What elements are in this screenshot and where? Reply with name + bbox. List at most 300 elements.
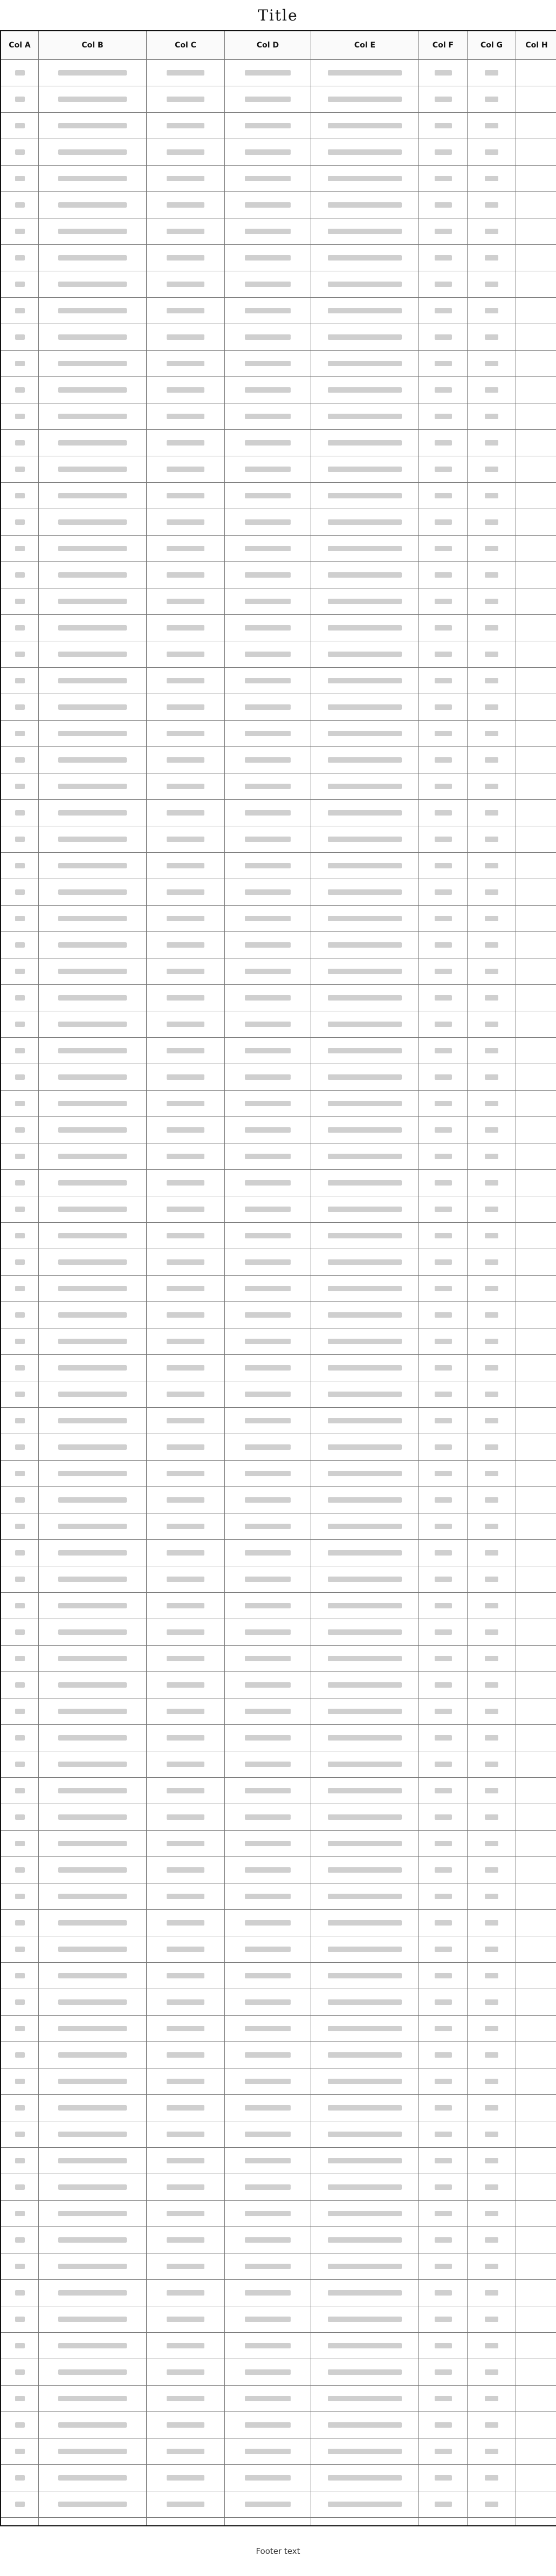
table-cell	[311, 351, 419, 376]
table-cell	[516, 483, 556, 509]
table-cell	[39, 1751, 147, 1777]
table-cell	[516, 1989, 556, 2015]
table-cell	[419, 1857, 468, 1883]
text-placeholder	[485, 837, 498, 842]
text-placeholder	[167, 255, 204, 261]
table-cell	[468, 958, 516, 984]
table-cell	[311, 2121, 419, 2147]
text-placeholder	[245, 1788, 291, 1793]
text-placeholder	[328, 1392, 402, 1397]
table-cell	[311, 2306, 419, 2332]
table-row	[1, 1646, 556, 1672]
table-cell	[1, 1619, 39, 1645]
text-placeholder	[485, 2237, 498, 2243]
text-placeholder	[58, 652, 127, 657]
text-placeholder	[245, 334, 291, 340]
table-cell	[419, 1328, 468, 1354]
table-cell	[311, 192, 419, 218]
text-placeholder	[328, 1127, 402, 1133]
text-placeholder	[485, 1365, 498, 1371]
text-placeholder	[328, 1524, 402, 1529]
table-cell	[468, 1223, 516, 1249]
table-cell	[39, 2121, 147, 2147]
text-placeholder	[328, 625, 402, 631]
table-cell	[225, 1725, 311, 1751]
text-placeholder	[328, 1444, 402, 1450]
text-placeholder	[58, 1682, 127, 1688]
table-cell	[225, 166, 311, 191]
table-cell	[225, 113, 311, 139]
text-placeholder	[15, 1999, 25, 2005]
table-cell	[311, 1751, 419, 1777]
text-placeholder	[167, 282, 204, 287]
table-cell	[468, 2042, 516, 2068]
table-cell	[39, 1646, 147, 1671]
text-placeholder	[15, 1497, 25, 1503]
text-placeholder	[485, 2052, 498, 2058]
table-cell	[311, 2386, 419, 2411]
table-row	[1, 1408, 556, 1434]
table-cell	[468, 2280, 516, 2306]
table-cell	[468, 2095, 516, 2121]
table-cell	[468, 1751, 516, 1777]
table-row	[1, 694, 556, 721]
text-placeholder	[245, 2422, 291, 2428]
table-cell	[311, 1725, 419, 1751]
table-cell	[516, 456, 556, 482]
text-placeholder	[435, 1999, 452, 2005]
text-placeholder	[328, 2105, 402, 2111]
text-placeholder	[328, 2343, 402, 2348]
table-cell	[225, 2491, 311, 2517]
text-placeholder	[328, 599, 402, 604]
table-cell	[147, 218, 225, 244]
table-row	[1, 2386, 556, 2412]
table-cell	[147, 1963, 225, 1989]
text-placeholder	[435, 2264, 452, 2269]
table-cell	[1, 456, 39, 482]
table-cell	[516, 826, 556, 852]
table-cell	[311, 1249, 419, 1275]
table-cell	[419, 86, 468, 112]
text-placeholder	[167, 70, 204, 76]
table-cell	[516, 1831, 556, 1856]
table-cell	[39, 853, 147, 879]
table-cell	[147, 1117, 225, 1143]
table-cell	[419, 1513, 468, 1539]
table-cell	[468, 1487, 516, 1513]
table-cell	[1, 800, 39, 826]
text-placeholder	[435, 652, 452, 657]
table-cell	[516, 1434, 556, 1460]
text-placeholder	[245, 1762, 291, 1767]
text-placeholder	[167, 1920, 204, 1926]
text-placeholder	[245, 1207, 291, 1212]
table-cell	[311, 2042, 419, 2068]
table-cell	[225, 1540, 311, 1566]
text-placeholder	[435, 1577, 452, 1582]
table-cell	[516, 1725, 556, 1751]
table-cell	[1, 403, 39, 429]
text-placeholder	[167, 1709, 204, 1714]
table-cell	[468, 298, 516, 324]
table-cell	[468, 2201, 516, 2226]
table-cell	[225, 324, 311, 350]
text-placeholder	[58, 2475, 127, 2481]
text-placeholder	[15, 1947, 25, 1952]
table-cell	[39, 985, 147, 1011]
text-placeholder	[328, 2132, 402, 2137]
table-row	[1, 2174, 556, 2201]
table-cell	[147, 1751, 225, 1777]
table-cell	[419, 1619, 468, 1645]
table-cell	[225, 562, 311, 588]
text-placeholder	[328, 2211, 402, 2216]
table-cell	[516, 2465, 556, 2491]
table-cell	[468, 1091, 516, 1116]
table-cell	[39, 1936, 147, 1962]
text-placeholder	[245, 97, 291, 102]
table-cell	[147, 826, 225, 852]
table-cell	[419, 1355, 468, 1381]
text-placeholder	[15, 1444, 25, 1450]
text-placeholder	[435, 440, 452, 446]
table-row	[1, 377, 556, 403]
table-cell	[419, 1143, 468, 1169]
text-placeholder	[167, 1048, 204, 1053]
text-placeholder	[167, 1947, 204, 1952]
text-placeholder	[15, 282, 25, 287]
text-placeholder	[435, 1629, 452, 1635]
text-placeholder	[58, 1497, 127, 1503]
text-placeholder	[167, 1022, 204, 1027]
text-placeholder	[245, 2237, 291, 2243]
text-placeholder	[328, 757, 402, 763]
table-cell	[225, 1170, 311, 1196]
table-cell	[225, 958, 311, 984]
table-cell	[311, 2095, 419, 2121]
text-placeholder	[485, 546, 498, 551]
table-cell	[311, 1091, 419, 1116]
text-placeholder	[58, 202, 127, 208]
text-placeholder	[328, 2422, 402, 2428]
table-cell	[419, 2306, 468, 2332]
text-placeholder	[245, 837, 291, 842]
text-placeholder	[485, 2264, 498, 2269]
table-cell	[311, 1328, 419, 1354]
text-placeholder	[167, 2502, 204, 2507]
text-placeholder	[328, 2369, 402, 2375]
text-placeholder	[328, 414, 402, 419]
table-cell	[468, 2227, 516, 2253]
text-placeholder	[15, 916, 25, 921]
text-placeholder	[245, 2052, 291, 2058]
text-placeholder	[485, 1074, 498, 1080]
table-cell	[311, 113, 419, 139]
table-cell	[225, 298, 311, 324]
table-cell	[225, 2042, 311, 2068]
text-placeholder	[435, 1418, 452, 1423]
table-cell	[516, 2280, 556, 2306]
table-cell	[225, 2438, 311, 2464]
text-placeholder	[167, 1603, 204, 1608]
text-placeholder	[328, 916, 402, 921]
text-placeholder	[58, 625, 127, 631]
table-cell	[39, 2227, 147, 2253]
text-placeholder	[15, 942, 25, 948]
text-placeholder	[167, 1233, 204, 1238]
table-cell	[147, 2016, 225, 2041]
table-row	[1, 1143, 556, 1170]
table-cell	[39, 1408, 147, 1434]
table-cell	[39, 1672, 147, 1698]
table-cell	[516, 2359, 556, 2385]
table-cell	[39, 1593, 147, 1619]
text-placeholder	[58, 810, 127, 816]
table-cell	[147, 668, 225, 694]
text-placeholder	[58, 1947, 127, 1952]
text-placeholder	[167, 995, 204, 1001]
table-cell	[147, 1513, 225, 1539]
table-cell	[225, 1963, 311, 1989]
table-cell	[468, 1302, 516, 1328]
text-placeholder	[167, 1207, 204, 1212]
table-cell	[468, 1249, 516, 1275]
table-cell	[311, 1566, 419, 1592]
text-placeholder	[328, 1154, 402, 1159]
text-placeholder	[15, 1392, 25, 1397]
text-placeholder	[435, 1022, 452, 1027]
table-cell	[419, 2359, 468, 2385]
table-cell	[225, 2465, 311, 2491]
text-placeholder	[245, 1524, 291, 1529]
text-placeholder	[328, 731, 402, 736]
table-cell	[39, 324, 147, 350]
table-cell	[468, 906, 516, 931]
table-cell	[468, 430, 516, 456]
text-placeholder	[435, 282, 452, 287]
text-placeholder	[328, 149, 402, 155]
text-placeholder	[485, 334, 498, 340]
table-cell	[225, 139, 311, 165]
text-placeholder	[245, 2396, 291, 2401]
table-row	[1, 985, 556, 1011]
text-placeholder	[328, 2396, 402, 2401]
text-placeholder	[167, 1973, 204, 1978]
table-cell	[419, 853, 468, 879]
table-cell	[1, 1910, 39, 1936]
text-placeholder	[245, 1709, 291, 1714]
text-placeholder	[58, 1735, 127, 1741]
table-cell	[147, 113, 225, 139]
table-cell	[311, 2227, 419, 2253]
table-cell	[147, 2227, 225, 2253]
text-placeholder	[328, 889, 402, 895]
table-cell	[311, 2201, 419, 2226]
table-cell	[147, 2438, 225, 2464]
text-placeholder	[435, 176, 452, 181]
text-placeholder	[58, 1418, 127, 1423]
table-cell	[39, 1857, 147, 1883]
text-placeholder	[58, 2343, 127, 2348]
text-placeholder	[15, 123, 25, 128]
table-cell	[147, 2174, 225, 2200]
text-placeholder	[435, 2237, 452, 2243]
table-cell	[147, 1540, 225, 1566]
text-placeholder	[435, 942, 452, 948]
table-row	[1, 2227, 556, 2253]
text-placeholder	[167, 1259, 204, 1265]
table-cell	[225, 1117, 311, 1143]
text-placeholder	[485, 1577, 498, 1582]
text-placeholder	[485, 2158, 498, 2163]
table-cell	[468, 377, 516, 403]
table-cell	[516, 1857, 556, 1883]
table-cell	[225, 1038, 311, 1064]
table-cell	[468, 1857, 516, 1883]
text-placeholder	[328, 1656, 402, 1661]
text-placeholder	[167, 2317, 204, 2322]
table-cell	[147, 879, 225, 905]
text-placeholder	[485, 1550, 498, 1556]
text-placeholder	[435, 97, 452, 102]
table-row	[1, 2042, 556, 2068]
table-cell	[147, 906, 225, 931]
text-placeholder	[485, 1418, 498, 1423]
table-cell	[516, 2227, 556, 2253]
text-placeholder	[167, 1999, 204, 2005]
text-placeholder	[328, 969, 402, 974]
text-placeholder	[435, 493, 452, 498]
table-row	[1, 2306, 556, 2333]
table-cell	[311, 1698, 419, 1724]
table-cell	[39, 218, 147, 244]
table-cell	[516, 245, 556, 271]
table-cell	[147, 2095, 225, 2121]
text-placeholder	[435, 916, 452, 921]
table-cell	[225, 1593, 311, 1619]
text-placeholder	[167, 123, 204, 128]
table-cell	[311, 139, 419, 165]
text-placeholder	[485, 1656, 498, 1661]
text-placeholder	[328, 1603, 402, 1608]
text-placeholder	[58, 123, 127, 128]
text-placeholder	[245, 704, 291, 710]
text-placeholder	[485, 149, 498, 155]
table-cell	[419, 1540, 468, 1566]
text-placeholder	[328, 1920, 402, 1926]
text-placeholder	[245, 784, 291, 789]
text-placeholder	[167, 678, 204, 683]
table-cell	[147, 1619, 225, 1645]
text-placeholder	[245, 123, 291, 128]
table-cell	[419, 1831, 468, 1856]
text-placeholder	[435, 2079, 452, 2084]
table-cell	[39, 2068, 147, 2094]
table-cell	[147, 2121, 225, 2147]
table-cell	[225, 615, 311, 641]
table-cell	[39, 773, 147, 799]
table-cell	[516, 1328, 556, 1354]
text-placeholder	[15, 97, 25, 102]
text-placeholder	[58, 757, 127, 763]
text-placeholder	[15, 1471, 25, 1476]
table-cell	[311, 324, 419, 350]
table-cell	[468, 1328, 516, 1354]
table-cell	[1, 985, 39, 1011]
table-cell	[468, 536, 516, 561]
text-placeholder	[167, 2475, 204, 2481]
table-cell	[39, 377, 147, 403]
text-placeholder	[435, 731, 452, 736]
table-cell	[225, 694, 311, 720]
table-cell	[516, 2386, 556, 2411]
text-placeholder	[328, 2475, 402, 2481]
text-placeholder	[485, 308, 498, 313]
table-cell	[225, 2386, 311, 2411]
table-cell	[225, 1091, 311, 1116]
table-cell	[516, 2121, 556, 2147]
text-placeholder	[485, 97, 498, 102]
table-cell	[147, 2148, 225, 2174]
table-cell	[225, 1751, 311, 1777]
text-placeholder	[58, 837, 127, 842]
text-placeholder	[435, 414, 452, 419]
text-placeholder	[485, 2422, 498, 2428]
text-placeholder	[435, 678, 452, 683]
table-cell	[225, 641, 311, 667]
table-row	[1, 853, 556, 879]
text-placeholder	[58, 282, 127, 287]
table-cell	[516, 721, 556, 746]
table-cell	[311, 2148, 419, 2174]
text-placeholder	[245, 1154, 291, 1159]
table-cell	[147, 2412, 225, 2438]
text-placeholder	[435, 1735, 452, 1741]
text-placeholder	[245, 493, 291, 498]
table-cell	[1, 2016, 39, 2041]
text-placeholder	[167, 2290, 204, 2296]
text-placeholder	[328, 2264, 402, 2269]
table-cell	[225, 826, 311, 852]
text-placeholder	[245, 1233, 291, 1238]
table-cell	[1, 2201, 39, 2226]
table-row	[1, 192, 556, 218]
table-cell	[419, 1223, 468, 1249]
table-cell	[468, 1355, 516, 1381]
text-placeholder	[485, 1920, 498, 1926]
table-cell	[1, 1751, 39, 1777]
table-cell	[311, 1487, 419, 1513]
text-placeholder	[435, 1471, 452, 1476]
table-cell	[1, 1698, 39, 1724]
table-cell	[419, 1725, 468, 1751]
table-cell	[468, 853, 516, 879]
table-cell	[419, 1989, 468, 2015]
text-placeholder	[167, 2264, 204, 2269]
text-placeholder	[58, 889, 127, 895]
table-cell	[39, 1831, 147, 1856]
table-cell	[311, 536, 419, 561]
table-row	[1, 1461, 556, 1487]
text-placeholder	[245, 1259, 291, 1265]
table-cell	[225, 2174, 311, 2200]
table-cell	[516, 2306, 556, 2332]
table-cell	[1, 1540, 39, 1566]
table-cell	[516, 2095, 556, 2121]
text-placeholder	[485, 493, 498, 498]
table-cell	[468, 2174, 516, 2200]
